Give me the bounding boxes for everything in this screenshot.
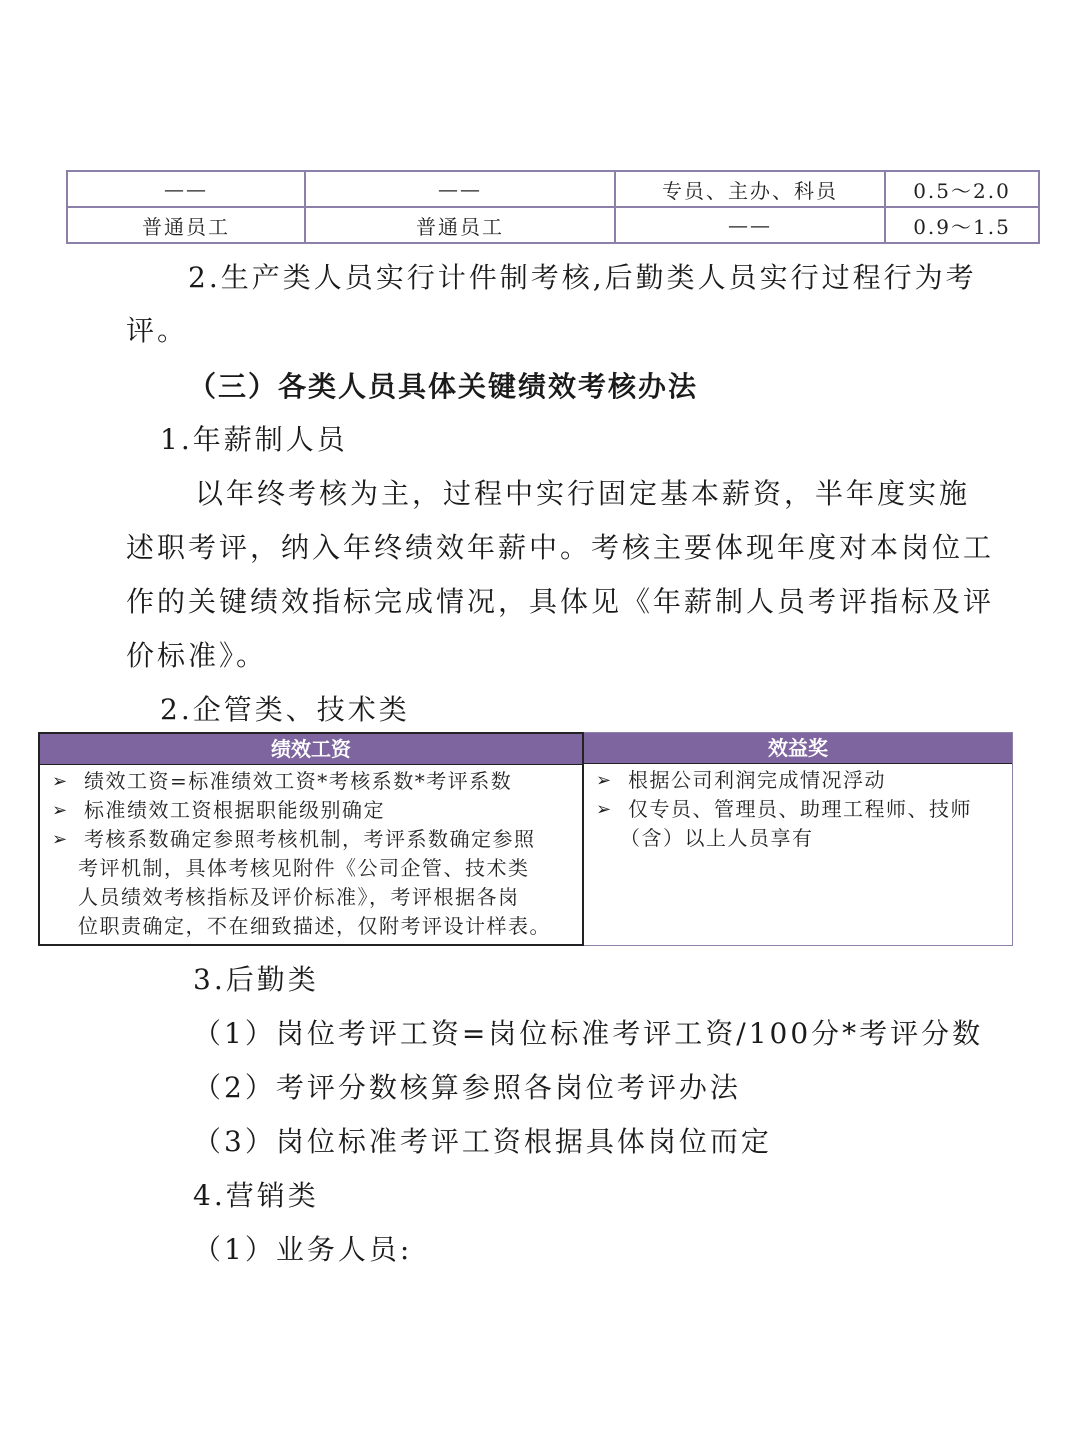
list-item-continuation: 位职责确定，不在细致描述，仅附考评设计样表。 (78, 914, 551, 938)
profit-bonus-header: 效益奖 (584, 733, 1012, 764)
table-row (67, 207, 1039, 243)
profit-bonus-column (584, 732, 1013, 946)
list-item: ➢ 根据公司利润完成情况浮动 (584, 766, 1012, 795)
list-item: ➢ 绩效工资=标准绩效工资*考核系数*考评系数 (40, 767, 582, 796)
marketing-title: 4.营销类 (193, 1179, 319, 1212)
table-cell: —— (305, 171, 615, 207)
arrow-bullet-icon: ➢ (52, 829, 69, 850)
table-cell: —— (67, 171, 305, 207)
performance-salary-column (38, 732, 584, 946)
paragraph-production-line1: 2.生产类人员实行计件制考核,后勤类人员实行过程行为考 (188, 261, 977, 294)
marketing-item: （1）业务人员: (193, 1233, 413, 1266)
paragraph-production-line2: 评。 (126, 314, 189, 347)
coefficient-table (66, 170, 1040, 244)
list-item-continuation: （含）以上人员享有 (620, 826, 814, 850)
list-item-continuation: 考评机制，具体考核见附件《公司企管、技术类 (78, 856, 530, 880)
salary-bonus-box (38, 732, 1013, 946)
annual-paragraph-line: 作的关键绩效指标完成情况，具体见《年薪制人员考评指标及评 (126, 585, 995, 618)
arrow-bullet-icon: ➢ (596, 770, 613, 791)
performance-salary-header: 绩效工资 (40, 734, 582, 765)
annual-salary-title: 1.年薪制人员 (160, 423, 348, 456)
arrow-bullet-icon: ➢ (52, 800, 69, 821)
annual-paragraph-line: 以年终考核为主，过程中实行固定基本薪资，半年度实施 (195, 477, 971, 510)
annual-paragraph-line: 述职考评，纳入年终绩效年薪中。考核主要体现年度对本岗位工 (126, 531, 995, 564)
list-item-continuation: 人员绩效考核指标及评价标准》，考评根据各岗 (78, 885, 520, 909)
logistics-item: （2）考评分数核算参照各岗位考评办法 (193, 1071, 741, 1104)
logistics-title: 3.后勤类 (193, 963, 319, 996)
annual-paragraph-line: 价标准》。 (126, 639, 268, 672)
arrow-bullet-icon: ➢ (596, 799, 613, 820)
list-item: ➢ 考核系数确定参照考核机制，考评系数确定参照 (40, 825, 582, 854)
arrow-bullet-icon: ➢ (52, 771, 69, 792)
table-row (67, 171, 1039, 207)
logistics-item: （3）岗位标准考评工资根据具体岗位而定 (193, 1125, 772, 1158)
list-item: ➢ 标准绩效工资根据职能级别确定 (40, 796, 582, 825)
table-cell: 普通员工 (67, 207, 305, 243)
table-cell: 0.5～2.0 (885, 171, 1039, 207)
list-item: ➢ 仅专员、管理员、助理工程师、技师 (584, 795, 1012, 824)
logistics-item: （1）岗位考评工资=岗位标准考评工资/100分*考评分数 (193, 1017, 984, 1050)
table-cell: 普通员工 (305, 207, 615, 243)
table-cell: 0.9～1.5 (885, 207, 1039, 243)
table-cell: —— (615, 207, 885, 243)
enterprise-title: 2.企管类、技术类 (160, 693, 410, 726)
section-heading: （三）各类人员具体关键绩效考核办法 (188, 370, 699, 403)
table-cell: 专员、主办、科员 (615, 171, 885, 207)
